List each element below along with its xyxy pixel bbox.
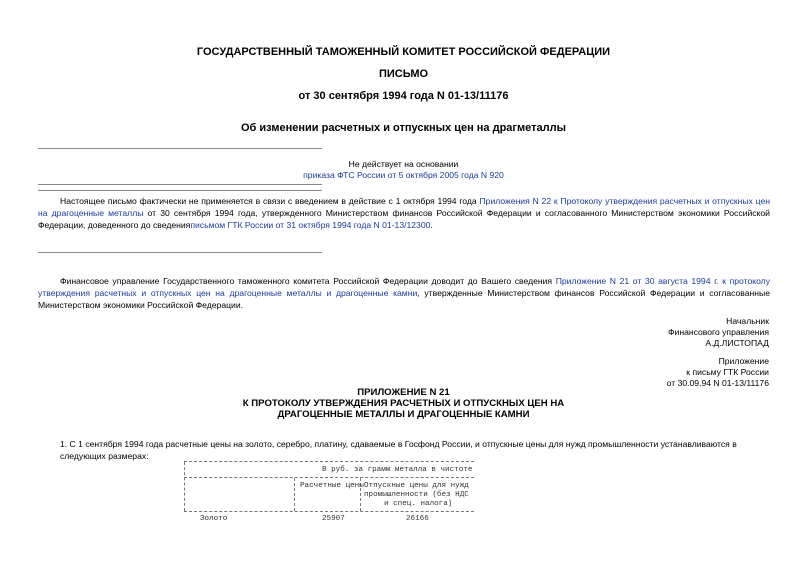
note-text: от 30 сентября 1994 года, утвержденного Министерством финансов Российской Федерации и согласованного Министерством экономики Российской Федерации, доведенного до сведения [38,208,770,230]
appendix-title-line: ПРИЛОЖЕНИЕ N 21 [357,387,450,398]
signature-block [668,316,769,349]
table-col-calc-header: Расчетные цены [300,482,364,490]
table-row-calc: 25907 [322,515,345,523]
table-border [184,511,474,512]
attachment-block [667,356,769,389]
divider [38,184,322,185]
note-text: Настоящее письмо фактически не применяется в связи с введением в действие с 1 октября 1994 года [60,196,480,206]
table-row-name: Золото [200,515,228,523]
table-col-sale-header: промышленности (без НДС [364,491,469,499]
doc-type: ПИСЬМО [378,68,429,80]
divider [38,148,322,149]
body-text: , утвержденные Министерством финансов Российской Федерации и согласованные Министерством экономики Российской Федерации. [38,288,771,310]
appendix-title [0,387,807,420]
table-border [184,462,185,511]
attachment-ref: к письму ГТК России [686,367,769,377]
status-link[interactable]: приказа ФТС России от 5 октября 2005 года N 920 [303,170,504,180]
note-link-letter[interactable]: письмом ГТК России от 31 октября 1994 года N 01-13/12300 [190,220,431,230]
table-unit-header: В руб. за грамм металла в чистоте [322,466,473,474]
appendix-title-line: К ПРОТОКОЛУ УТВЕРЖДЕНИЯ РАСЧЕТНЫХ И ОТПУСКНЫХ ЦЕН НА [242,398,565,409]
table-col-sale-header: Отпускные цены для нужд [364,482,469,490]
table-col-sale-header: и спец. налога) [384,500,453,508]
table-border [184,477,474,478]
attachment-number: от 30.09.94 N 01-13/11176 [666,378,769,388]
divider [38,190,322,191]
doc-date: от 30 сентября 1994 года N 01-13/11176 [298,90,509,102]
attachment-label: Приложение [718,356,769,366]
table-border [294,478,295,511]
body-text: Финансовое управление Государственного таможенного комитета Российской Федерации доводит до Вашего сведения [60,276,556,286]
doc-subject: Об изменении расчетных и отпускных цен на драгметаллы [241,122,566,134]
org-title: ГОСУДАРСТВЕННЫЙ ТАМОЖЕННЫЙ КОМИТЕТ РОССИЙСКОЙ ФЕДЕРАЦИИ [196,46,611,58]
note-paragraph [38,195,770,231]
status-text: Не действует на основании [348,159,459,169]
divider [38,252,322,253]
body-paragraph [38,275,770,311]
signature-department: Финансового управления [667,327,769,337]
body-link-appendix-21[interactable]: Приложение N 21 от 30 августа 1994 г. к протоколу утверждения расчетных и отпускных цен на драгоценные металлы и драгоценные камни [38,276,770,298]
table-border [184,461,474,462]
signature-name: А.Д.ЛИСТОПАД [705,338,769,348]
table-row-sale: 26166 [406,515,429,523]
appendix-title-line: ДРАГОЦЕННЫЕ МЕТАЛЛЫ И ДРАГОЦЕННЫЕ КАМНИ [277,409,530,420]
note-link-appendix-22[interactable]: Приложения N 22 к Протоколу утверждения расчетных и отпускных цен на драгоценные металлы [38,196,770,218]
note-text: . [430,220,433,230]
appendix-item-1: 1. С 1 сентября 1994 года расчетные цены на золото, серебро, платину, сдаваемые в Госфонд России, и отпускные цены для нужд промышленности устанавливаются в следующих размерах: [60,439,737,461]
signature-position: Начальник [726,316,769,326]
